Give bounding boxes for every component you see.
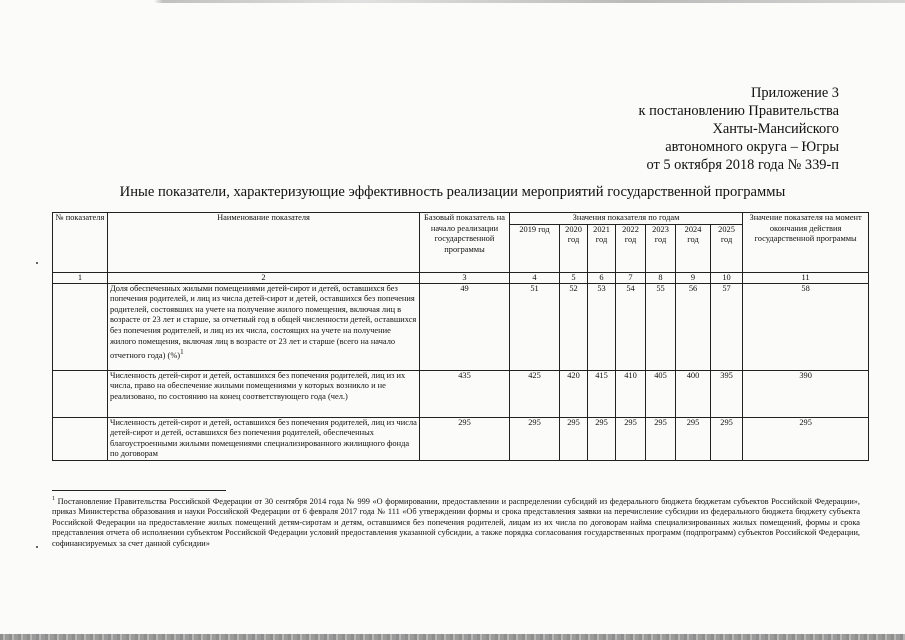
header-values-by-year: Значения показателя по годам bbox=[510, 213, 743, 225]
value-2020: 52 bbox=[560, 283, 588, 370]
header-year-2025: 2025 год bbox=[711, 224, 743, 272]
document-title: Иные показатели, характеризующие эффективность реализации мероприятий государственной программы bbox=[119, 184, 786, 200]
row-number bbox=[53, 417, 108, 460]
value-2025: 295 bbox=[711, 417, 743, 460]
indicator-name: Численность детей-сирот и детей, оставшихся без попечения родителей, лиц из их числа, право на обеспечение жилыми помещениями у которых возникло и не реализовано, по состоянию на конец соответствующего года (чел.) bbox=[110, 370, 406, 401]
value-2019: 425 bbox=[510, 370, 560, 417]
value-2019: 51 bbox=[510, 283, 560, 370]
scan-edge-top bbox=[0, 0, 905, 3]
value-2022: 54 bbox=[616, 283, 646, 370]
indicator-name: Численность детей-сирот и детей, оставшихся без попечения родителей, лиц из числа детей-сирот и детей, оставшихся без попечения родителей, обеспеченных благоустроенными жилыми помещениями специализированного жилищного фонда по договорам bbox=[110, 417, 417, 459]
value-2021: 295 bbox=[588, 417, 616, 460]
footnote-ref: 1 bbox=[180, 348, 184, 357]
value-2023: 295 bbox=[646, 417, 676, 460]
header-year-2019: 2019 год bbox=[510, 224, 560, 272]
appendix-block bbox=[639, 84, 839, 174]
table-row bbox=[53, 370, 869, 417]
appendix-line-3: Ханты-Мансийского bbox=[712, 121, 839, 137]
footnote-marker: 1 bbox=[52, 496, 55, 502]
value-2022: 410 bbox=[616, 370, 646, 417]
value-2025: 57 bbox=[711, 283, 743, 370]
indicator-name-cell bbox=[108, 283, 420, 370]
column-number: 5 bbox=[560, 272, 588, 283]
scan-speck bbox=[36, 546, 38, 548]
scan-speck bbox=[36, 262, 38, 264]
row-number bbox=[53, 283, 108, 370]
header-base: Базовый показатель на начало реализации государственной программы bbox=[420, 213, 510, 273]
value-2019: 295 bbox=[510, 417, 560, 460]
header-year-2022: 2022 год bbox=[616, 224, 646, 272]
value-2021: 53 bbox=[588, 283, 616, 370]
column-number: 4 bbox=[510, 272, 560, 283]
header-year-2024: 2024 год bbox=[676, 224, 711, 272]
value-2021: 415 bbox=[588, 370, 616, 417]
footnote-text: Постановление Правительства Российской Федерации от 30 сентября 2014 года № 999 «О формировании, предоставлении и распределении субсидий из федерального бюджета бюджетам субъектов Российской Федерации», приказ Министерства образования и науки Российской Федерации от 6 февраля 2017 года № 111 «Об утверждении формы и срока представления заявки на перечисление субсидии из федерального бюджета бюджету субъекта Российской Федерации на предоставление жилых помещений детям-сиротам и детям, оставшимся без попечения родителей, лицам из их числа по договорам найма специализированных жилых помещений, формы и срока представления отчета об исполнении субъектом Российской Федерации условий предоставления указанной субсидии, а также порядка согласования государственных программ (подпрограмм) субъектов Российской Федерации, софинансируемых за счет данной субсидии» bbox=[52, 496, 860, 548]
appendix-line-5: от 5 октября 2018 года № 339-п bbox=[646, 157, 839, 173]
header-year-2020: 2020 год bbox=[560, 224, 588, 272]
appendix-line-4: автономного округа – Югры bbox=[665, 139, 839, 155]
header-year-2023: 2023 год bbox=[646, 224, 676, 272]
column-number: 1 bbox=[53, 272, 108, 283]
indicators-table bbox=[52, 212, 869, 461]
indicator-name-cell bbox=[108, 370, 420, 417]
value-2020: 420 bbox=[560, 370, 588, 417]
indicator-name-cell bbox=[108, 417, 420, 460]
footnote-divider bbox=[52, 490, 226, 491]
column-number: 8 bbox=[646, 272, 676, 283]
appendix-line-2: к постановлению Правительства bbox=[638, 103, 839, 119]
value-2022: 295 bbox=[616, 417, 646, 460]
row-number bbox=[53, 370, 108, 417]
value-2023: 55 bbox=[646, 283, 676, 370]
appendix-line-1: Приложение 3 bbox=[750, 85, 839, 101]
column-number: 7 bbox=[616, 272, 646, 283]
indicator-name: Доля обеспеченных жилыми помещениями детей-сирот и детей, оставшихся без попечения родителей, и лиц из числа детей-сирот и детей, оставшихся без попечения родителей, состоявших на учете на получение жилого помещения, включая лиц в возрасте от 23 лет и старше, за отчетный год в общей численности детей, оставшихся без попечения родителей, и лиц из их числа, состоящих на учете на получение жилого помещения, включая лиц в возрасте от 23 лет и старше (всего на начало отчетного года) (%) bbox=[110, 283, 417, 360]
base-value: 295 bbox=[420, 417, 510, 460]
value-2025: 395 bbox=[711, 370, 743, 417]
header-name: Наименование показателя bbox=[108, 213, 420, 273]
column-number: 6 bbox=[588, 272, 616, 283]
value-2024: 56 bbox=[676, 283, 711, 370]
value-2024: 400 bbox=[676, 370, 711, 417]
base-value: 435 bbox=[420, 370, 510, 417]
table-row bbox=[53, 417, 869, 460]
column-number: 3 bbox=[420, 272, 510, 283]
header-year-2021: 2021 год bbox=[588, 224, 616, 272]
value-2024: 295 bbox=[676, 417, 711, 460]
final-value: 58 bbox=[743, 283, 869, 370]
header-final-value: Значение показателя на момент окончания действия государственной программы bbox=[743, 213, 869, 273]
column-number: 9 bbox=[676, 272, 711, 283]
column-number: 11 bbox=[743, 272, 869, 283]
final-value: 295 bbox=[743, 417, 869, 460]
table-row bbox=[53, 283, 869, 370]
header-number: № показателя bbox=[53, 213, 108, 273]
column-numbers-row bbox=[53, 272, 869, 283]
scan-edge-bottom bbox=[0, 634, 905, 640]
final-value: 390 bbox=[743, 370, 869, 417]
column-number: 10 bbox=[711, 272, 743, 283]
column-number: 2 bbox=[108, 272, 420, 283]
base-value: 49 bbox=[420, 283, 510, 370]
value-2020: 295 bbox=[560, 417, 588, 460]
value-2023: 405 bbox=[646, 370, 676, 417]
footnote bbox=[52, 494, 860, 549]
